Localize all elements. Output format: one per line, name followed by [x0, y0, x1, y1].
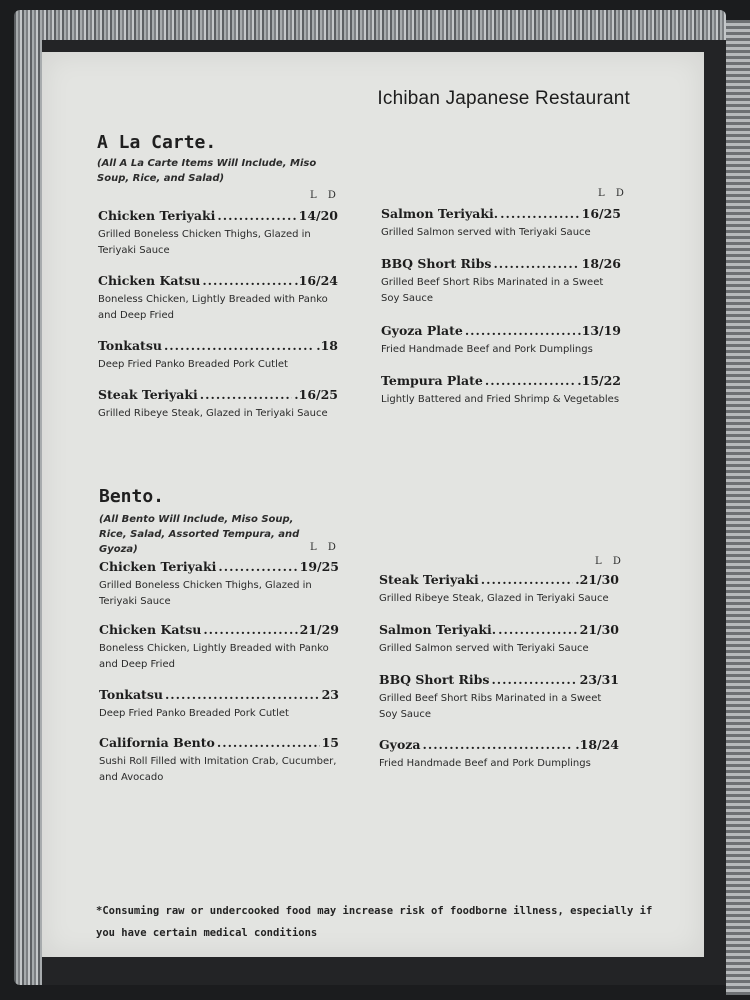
menu-item — [379, 737, 619, 772]
item-price: 15 — [321, 735, 339, 750]
item-price: .13/19 — [577, 323, 621, 338]
item-price: .18/24 — [575, 737, 619, 752]
menu-item — [379, 672, 619, 723]
item-name: Chicken Teriyaki — [99, 559, 217, 574]
menu-item — [98, 273, 338, 324]
item-price: .16/24 — [294, 273, 338, 288]
item-description: Grilled Salmon served with Teriyaki Sauce — [379, 643, 589, 654]
section-title-bento: Bento. — [99, 486, 165, 507]
item-price: 16/25 — [581, 206, 621, 221]
item-price: .18 — [316, 338, 338, 353]
item-price: 23 — [321, 687, 339, 702]
item-description: Grilled Ribeye Steak, Glazed in Teriyaki Sauce — [98, 408, 328, 419]
item-description: Grilled Salmon served with Teriyaki Sauce — [381, 227, 591, 238]
item-price: 14/20 — [298, 208, 338, 223]
section-title-a-la-carte: A La Carte. — [97, 132, 217, 153]
item-description: Deep Fried Panko Breaded Pork Cutlet — [98, 359, 288, 370]
menu-item — [99, 735, 339, 786]
ld-label-left: L D — [310, 542, 340, 553]
item-description: Fried Handmade Beef and Pork Dumplings — [379, 758, 591, 769]
section-note-a-la-carte: (All A La Carte Items Will Include, Miso Soup, Rice, and Salad) — [97, 158, 317, 184]
item-name: BBQ Short Ribs — [379, 672, 490, 687]
menu-item — [379, 572, 619, 607]
item-price: 21/30 — [579, 622, 619, 637]
menu-item — [98, 338, 338, 373]
section-note-bento: (All Bento Will Include, Miso Soup, Rice, Salad, Assorted Tempura, and Gyoza) — [99, 514, 300, 555]
item-price: .21/30 — [575, 572, 619, 587]
item-description: Sushi Roll Filled with Imitation Crab, Cucumber, and Avocado — [99, 756, 337, 783]
item-name: Salmon Teriyaki. — [381, 206, 499, 221]
frame-edge — [726, 20, 750, 995]
item-description: Boneless Chicken, Lightly Breaded with Panko and Deep Fried — [98, 294, 328, 321]
item-price: .16/25 — [294, 387, 338, 402]
menu-item — [381, 323, 621, 358]
item-name: Chicken Teriyaki — [98, 208, 216, 223]
menu-item — [381, 373, 621, 408]
item-name: BBQ Short Ribs — [381, 256, 492, 271]
item-price: 21/29 — [299, 622, 339, 637]
item-name: Chicken Katsu — [99, 622, 202, 637]
item-description: Lightly Battered and Fried Shrimp & Vegetables — [381, 394, 620, 405]
item-description: Grilled Beef Short Ribs Marinated in a Sweet Soy Sauce — [379, 693, 602, 720]
item-price: .15/22 — [577, 373, 621, 388]
item-name: Chicken Katsu — [98, 273, 201, 288]
item-description: Grilled Boneless Chicken Thighs, Glazed in Teriyaki Sauce — [99, 580, 312, 607]
menu-item — [98, 208, 338, 259]
item-name: Tonkatsu — [99, 687, 163, 702]
ld-label-left: L D — [310, 190, 340, 201]
item-price: 19/25 — [299, 559, 339, 574]
item-name: Steak Teriyaki — [379, 572, 479, 587]
food-safety-warning: *Consuming raw or undercooked food may increase risk of foodborne illness, especially if you have certain medical conditions — [96, 905, 653, 939]
item-name: Salmon Teriyaki. — [379, 622, 497, 637]
item-description: Fried Handmade Beef and Pork Dumplings — [381, 344, 593, 355]
item-name: California Bento — [99, 735, 215, 750]
item-price: 18/26 — [581, 256, 621, 271]
item-description: Grilled Beef Short Ribs Marinated in a Sweet Soy Sauce — [381, 277, 604, 304]
item-description: Boneless Chicken, Lightly Breaded with Panko and Deep Fried — [99, 643, 329, 670]
menu-item — [381, 206, 621, 241]
item-name: Tonkatsu — [98, 338, 162, 353]
menu-item — [98, 387, 338, 422]
menu-item — [379, 622, 619, 657]
item-description: Deep Fried Panko Breaded Pork Cutlet — [99, 708, 289, 719]
item-name: Gyoza Plate — [381, 323, 463, 338]
ld-label-right: L D — [595, 556, 625, 567]
item-description: Grilled Boneless Chicken Thighs, Glazed in Teriyaki Sauce — [98, 229, 311, 256]
ld-label-right: L D — [598, 188, 628, 199]
menu-item — [99, 622, 339, 673]
menu-item — [99, 559, 339, 610]
item-price: 23/31 — [579, 672, 619, 687]
restaurant-name: Ichiban Japanese Restaurant — [377, 88, 630, 109]
item-name: Steak Teriyaki — [98, 387, 198, 402]
item-description: Grilled Ribeye Steak, Glazed in Teriyaki Sauce — [379, 593, 609, 604]
item-name: Gyoza — [379, 737, 421, 752]
menu-page — [42, 52, 704, 957]
menu-item — [381, 256, 621, 307]
item-name: Tempura Plate — [381, 373, 483, 388]
menu-item — [99, 687, 339, 722]
